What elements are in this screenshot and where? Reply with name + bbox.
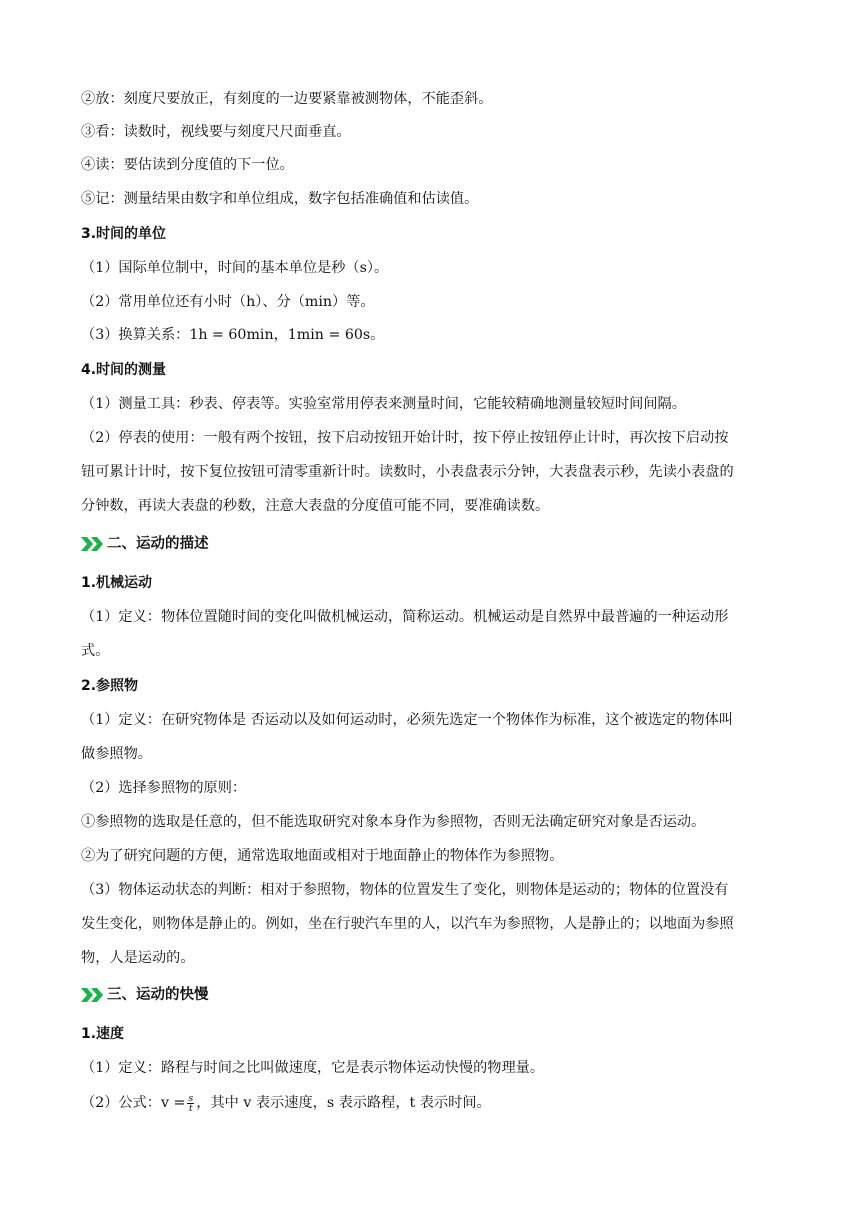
subheading: 1.速度: [81, 1026, 125, 1042]
text-line: 分钟数，再读大表盘的秒数，注意大表盘的分度值可能不同，要准确读数。: [81, 498, 550, 514]
section-title: 三、运动的快慢: [107, 987, 209, 1003]
text-line: 钮可累计计时，按下复位按钮可清零重新计时。读数时，小表盘表示分钟，大表盘表示秒，先读小表盘的: [81, 464, 734, 480]
text-line: （1）测量工具：秒表、停表等。实验室常用停表来测量时间，它能较精确地测量较短时间间隔。: [81, 396, 686, 412]
fraction-s-over-t: [187, 1094, 194, 1113]
formula-line: [81, 1093, 781, 1113]
text-line: （3）物体运动状态的判断：相对于参照物，物体的位置发生了变化，则物体是运动的；物体的位置没有: [81, 882, 729, 898]
text-line: ⑤记：测量结果由数字和单位组成，数字包括准确值和估读值。: [81, 191, 479, 207]
fraction-denominator: t: [188, 1102, 193, 1114]
text-line: ②为了研究问题的方便，通常选取地面或相对于地面静止的物体作为参照物。: [81, 848, 564, 864]
subheading: 1.机械运动: [81, 575, 153, 591]
text-line: （1）定义：路程与时间之比叫做速度，它是表示物体运动快慢的物理量。: [81, 1060, 545, 1076]
text-line: 做参照物。: [81, 746, 152, 762]
section-heading: [80, 533, 209, 555]
text-line: （3）换算关系：1h = 60min，1min = 60s。: [81, 327, 385, 343]
text-line: ②放：刻度尺要放正，有刻度的一边要紧靠被测物体，不能歪斜。: [81, 91, 493, 107]
fraction-numerator: s: [188, 1092, 194, 1104]
text-line: （2）停表的使用：一般有两个按钮，按下启动按钮开始计时，按下停止按钮停止计时，再次按下启动按: [81, 430, 729, 446]
text-line: （1）国际单位制中，时间的基本单位是秒（s）。: [81, 260, 389, 276]
double-chevron-right-icon: [80, 987, 106, 1003]
text-line: ③看：读数时，视线要与刻度尺尺面垂直。: [81, 124, 351, 140]
section-heading: [80, 984, 209, 1006]
text-line: ①参照物的选取是任意的，但不能选取研究对象本身作为参照物，否则无法确定研究对象是否运动。: [81, 814, 706, 830]
text-line: 发生变化，则物体是静止的。例如，坐在行驶汽车里的人，以汽车为参照物，人是静止的；以地面为参照: [81, 916, 734, 932]
text-line: （2）选择参照物的原则：: [81, 780, 247, 796]
text-line: （1）定义：物体位置随时间的变化叫做机械运动，简称运动。机械运动是自然界中最普遍的一种运动形: [81, 609, 729, 625]
text-line: 物，人是运动的。: [81, 950, 195, 966]
text-line: （1）定义：在研究物体是 否运动以及如何运动时，必须先选定一个物体作为标准，这个被选定的物体叫: [81, 712, 733, 728]
subheading: 2.参照物: [81, 678, 139, 694]
text-line: ④读：要估读到分度值的下一位。: [81, 157, 294, 173]
formula-prefix: （2）公式：v =: [81, 1095, 186, 1111]
double-chevron-right-icon: [80, 536, 106, 552]
text-line: 式。: [81, 643, 110, 659]
formula-suffix: ，其中 v 表示速度，s 表示路程，t 表示时间。: [196, 1095, 491, 1111]
subheading: 4.时间的测量: [81, 362, 167, 378]
section-title: 二、运动的描述: [107, 536, 209, 552]
subheading: 3.时间的单位: [81, 226, 167, 242]
text-line: （2）常用单位还有小时（h）、分（min）等。: [81, 294, 375, 310]
